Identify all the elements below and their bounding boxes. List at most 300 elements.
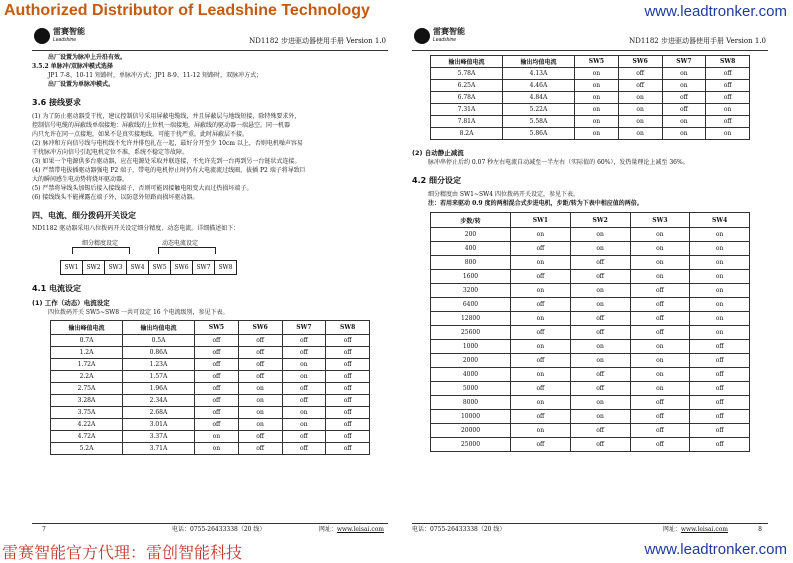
- page-footer: [412, 523, 768, 536]
- table-cell: on: [570, 396, 630, 410]
- table-cell: off: [630, 396, 690, 410]
- table-cell: off: [326, 419, 370, 431]
- table-cell: off: [570, 326, 630, 340]
- wiring-line: (1) 为了防止驱动器受干扰，建议控制信号采用屏蔽电缆线，并且屏蔽层与地线短接，除特殊要求外，: [32, 113, 301, 120]
- table-row: [431, 438, 750, 452]
- table-cell: 1.96A: [123, 383, 195, 395]
- table-header-cell: SW8: [706, 56, 750, 68]
- logo-cn-text: 雷赛智能: [53, 27, 85, 36]
- table-row: [431, 410, 750, 424]
- table-row: [51, 335, 370, 347]
- table-cell: on: [630, 228, 690, 242]
- table-cell: 5.58A: [503, 116, 575, 128]
- footer-phone: 电话：0755-26433338（20 线）: [412, 526, 506, 533]
- table-cell: off: [618, 68, 662, 80]
- table-row: [431, 382, 750, 396]
- page-header: [32, 26, 388, 51]
- table-cell: 4.72A: [51, 431, 123, 443]
- section-36-heading: 3.6 接线要求: [32, 98, 81, 107]
- table-cell: 1000: [431, 340, 511, 354]
- logo-icon: [414, 28, 430, 44]
- section-352-heading: [32, 62, 388, 71]
- table-cell: on: [618, 92, 662, 104]
- factory-setting-note: 出厂设置为脉冲上升沿有效。: [48, 54, 127, 61]
- table-cell: on: [238, 419, 282, 431]
- table-row: [51, 443, 370, 455]
- table-cell: off: [511, 410, 571, 424]
- table-cell: off: [326, 443, 370, 455]
- table-row: [51, 383, 370, 395]
- table-cell: on: [630, 340, 690, 354]
- current-table-continued: [430, 55, 750, 140]
- table-cell: off: [706, 116, 750, 128]
- table-cell: 400: [431, 242, 511, 256]
- footer-web-label: 网址：: [318, 526, 337, 533]
- current-bracket: [158, 247, 216, 254]
- distributor-banner: Authorized Distributor of Leadshine Technology: [4, 2, 370, 19]
- table-cell: off: [630, 424, 690, 438]
- switch-label: SW8: [214, 261, 236, 274]
- section-352-title: 单脉冲/双脉冲模式选择: [50, 63, 113, 70]
- logo-en-text: Leadshine: [53, 37, 77, 43]
- table-cell: off: [282, 395, 326, 407]
- table-cell: off: [238, 443, 282, 455]
- table-cell: 5.2A: [51, 443, 123, 455]
- footer-web-link[interactable]: www.leisai.com: [336, 526, 384, 533]
- table-cell: on: [575, 68, 619, 80]
- table-cell: off: [195, 347, 239, 359]
- microstep-bracket: [72, 247, 130, 254]
- table-header-cell: SW3: [630, 213, 690, 228]
- table-cell: on: [630, 368, 690, 382]
- microstep-label: 细分精度设定: [82, 240, 119, 247]
- table-cell: 2.68A: [123, 407, 195, 419]
- table-cell: on: [282, 371, 326, 383]
- subsection-2-heading: (2) 自动静止减流: [412, 149, 464, 157]
- table-cell: off: [662, 104, 706, 116]
- table-cell: 2.75A: [51, 383, 123, 395]
- table-cell: on: [570, 298, 630, 312]
- table-cell: off: [570, 438, 630, 452]
- table-cell: on: [570, 228, 630, 242]
- table-cell: 3.75A: [51, 407, 123, 419]
- table-cell: 20000: [431, 424, 511, 438]
- table-row: [431, 424, 750, 438]
- table-row: [431, 312, 750, 326]
- switch-row: [60, 260, 149, 275]
- table-cell: 0.5A: [123, 335, 195, 347]
- table-cell: off: [511, 242, 571, 256]
- table-cell: 200: [431, 228, 511, 242]
- table-row: [51, 431, 370, 443]
- table-cell: 25600: [431, 326, 511, 340]
- table-row: [431, 104, 750, 116]
- table-cell: off: [706, 80, 750, 92]
- table-cell: 7.31A: [431, 104, 503, 116]
- table-cell: 3.28A: [51, 395, 123, 407]
- table-row: [51, 419, 370, 431]
- table-cell: on: [238, 407, 282, 419]
- logo-en-text: Leadshine: [433, 37, 457, 43]
- table-cell: on: [690, 326, 750, 340]
- switch-label: SW1: [64, 264, 79, 271]
- table-cell: on: [630, 242, 690, 256]
- table-header-cell: 输出均值电流: [123, 321, 195, 335]
- table-cell: 5.22A: [503, 104, 575, 116]
- header-title: ND1182 步进驱动器使用手册 Version 1.0: [629, 37, 766, 45]
- table-cell: 5.86A: [503, 128, 575, 140]
- table-cell: 4.13A: [503, 68, 575, 80]
- table-cell: 4.46A: [503, 80, 575, 92]
- table-cell: on: [618, 104, 662, 116]
- table-cell: on: [575, 92, 619, 104]
- table-cell: 7.81A: [431, 116, 503, 128]
- table-cell: off: [570, 382, 630, 396]
- table-header-cell: 输出峰值电流: [431, 56, 503, 68]
- wiring-line: 大的瞬间感生电动势将烧坏驱动器。: [32, 176, 129, 183]
- logo-cn-text: 雷赛智能: [433, 27, 465, 36]
- wiring-requirements: [32, 112, 388, 202]
- table-cell: on: [195, 431, 239, 443]
- table-cell: off: [326, 335, 370, 347]
- footer-web-link[interactable]: www.leisai.com: [680, 526, 728, 533]
- table-cell: off: [238, 359, 282, 371]
- table-header-cell: SW4: [690, 213, 750, 228]
- table-cell: on: [511, 396, 571, 410]
- table-row: [431, 228, 750, 242]
- table-header-cell: SW1: [511, 213, 571, 228]
- table-cell: on: [630, 256, 690, 270]
- table-cell: on: [706, 128, 750, 140]
- table-cell: on: [511, 424, 571, 438]
- table-header-cell: SW2: [570, 213, 630, 228]
- table-cell: on: [630, 354, 690, 368]
- table-cell: 800: [431, 256, 511, 270]
- switch-label: SW2: [82, 261, 104, 274]
- table-row: [51, 395, 370, 407]
- table-cell: off: [282, 383, 326, 395]
- table-cell: off: [195, 359, 239, 371]
- table-cell: off: [690, 410, 750, 424]
- agent-banner: 雷赛智能官方代理：雷创智能科技: [2, 543, 243, 562]
- right-page: [412, 26, 768, 536]
- table-cell: 3.37A: [123, 431, 195, 443]
- table-cell: off: [511, 382, 571, 396]
- table-cell: on: [238, 383, 282, 395]
- table-cell: off: [282, 335, 326, 347]
- table-cell: 8000: [431, 396, 511, 410]
- table-cell: off: [238, 431, 282, 443]
- table-cell: 4.84A: [503, 92, 575, 104]
- table-cell: on: [570, 354, 630, 368]
- table-cell: on: [690, 242, 750, 256]
- table-cell: off: [511, 326, 571, 340]
- table-cell: off: [326, 371, 370, 383]
- table-header-cell: SW7: [662, 56, 706, 68]
- section-42-body: 细分精度由 SW1~SW4 四位拨码开关设定，参见下表。: [428, 191, 580, 198]
- table-cell: 1.23A: [123, 359, 195, 371]
- table-cell: on: [575, 80, 619, 92]
- table-cell: on: [630, 270, 690, 284]
- table-cell: off: [570, 270, 630, 284]
- wiring-line: (4) 严禁带电拔插驱动器强电 P2 端子，带电的电机停止时仍有大电流流过线圈，拔插 P2 端子将导致巨: [32, 167, 306, 174]
- table-row: [431, 128, 750, 140]
- table-cell: 1.57A: [123, 371, 195, 383]
- table-row: [431, 68, 750, 80]
- table-cell: off: [690, 382, 750, 396]
- table-header-cell: SW5: [195, 321, 239, 335]
- wiring-line: (5) 严禁将导线头加锡后接入接线端子，否则可能因接触电阻变大而过热损坏端子。: [32, 185, 253, 192]
- table-cell: on: [195, 443, 239, 455]
- table-header-cell: SW7: [282, 321, 326, 335]
- switch-label: SW4: [126, 261, 148, 274]
- table-cell: off: [570, 312, 630, 326]
- table-cell: off: [570, 368, 630, 382]
- footer-phone: 电话：0755-26433338（20 线）: [172, 526, 266, 533]
- wiring-line: 内只允许在同一点接地，如果不是真实接地线，可能干扰严重，此时屏蔽层不接。: [32, 131, 249, 138]
- dynamic-current-label: 动态电流设定: [162, 240, 199, 247]
- switch-label: SW5: [152, 264, 167, 271]
- page-footer: [32, 523, 388, 536]
- footer-website: [663, 524, 728, 536]
- section-4-heading: 四、电流、细分拨码开关设定: [32, 211, 136, 220]
- table-cell: 6.25A: [431, 80, 503, 92]
- section-352-number: 3.5.2: [32, 63, 49, 70]
- wiring-line: 干扰脉冲方向信号引起电机定位不准，系统不稳定等故障。: [32, 149, 189, 156]
- table-cell: off: [195, 407, 239, 419]
- table-cell: off: [630, 298, 690, 312]
- table-row: [431, 92, 750, 104]
- page-header: [412, 26, 768, 51]
- table-cell: 3.71A: [123, 443, 195, 455]
- table-cell: off: [326, 431, 370, 443]
- wiring-line: (2) 脉冲和方向信号线与电机线不允许并排包扎在一起，最好分开至少 10cm 以上，否则电机噪声容易: [32, 140, 303, 147]
- table-row: [431, 368, 750, 382]
- table-cell: on: [511, 312, 571, 326]
- table-cell: off: [195, 383, 239, 395]
- logo-icon: [34, 28, 50, 44]
- table-cell: off: [511, 438, 571, 452]
- table-cell: off: [195, 371, 239, 383]
- table-cell: on: [690, 256, 750, 270]
- table-cell: on: [690, 228, 750, 242]
- table-cell: off: [630, 284, 690, 298]
- table-header-cell: SW6: [238, 321, 282, 335]
- table-cell: on: [706, 104, 750, 116]
- table-cell: off: [238, 371, 282, 383]
- table-cell: 12800: [431, 312, 511, 326]
- table-cell: off: [690, 368, 750, 382]
- table-header-cell: 步数/转: [431, 213, 511, 228]
- table-row: [51, 407, 370, 419]
- table-header-cell: SW5: [575, 56, 619, 68]
- table-cell: 6.78A: [431, 92, 503, 104]
- table-cell: 10000: [431, 410, 511, 424]
- table-cell: on: [511, 340, 571, 354]
- table-cell: on: [618, 116, 662, 128]
- switch-label: SW3: [104, 261, 126, 274]
- table-row: [431, 340, 750, 354]
- table-cell: off: [326, 395, 370, 407]
- table-cell: off: [195, 335, 239, 347]
- left-page: [32, 26, 388, 536]
- footer-website: [319, 524, 384, 536]
- table-cell: off: [630, 410, 690, 424]
- table-cell: on: [690, 270, 750, 284]
- table-cell: 8.2A: [431, 128, 503, 140]
- table-cell: off: [282, 443, 326, 455]
- table-cell: off: [690, 424, 750, 438]
- table-row: [431, 270, 750, 284]
- table-row: [51, 347, 370, 359]
- table-cell: off: [195, 419, 239, 431]
- table-cell: off: [690, 438, 750, 452]
- table-cell: 1.2A: [51, 347, 123, 359]
- section-41-heading: 4.1 电流设定: [32, 284, 81, 293]
- table-cell: on: [511, 228, 571, 242]
- table-cell: 3.01A: [123, 419, 195, 431]
- table-cell: off: [630, 312, 690, 326]
- switch-row: [148, 260, 237, 275]
- table-cell: off: [662, 92, 706, 104]
- subsection-1-body: 四位拨码开关 SW5~SW8 一共可设定 16 个电流级别，参见下表。: [48, 309, 229, 316]
- table-cell: off: [511, 270, 571, 284]
- table-cell: 0.86A: [123, 347, 195, 359]
- table-cell: off: [706, 68, 750, 80]
- table-cell: on: [662, 116, 706, 128]
- table-cell: on: [690, 312, 750, 326]
- top-website-url[interactable]: www.leadtronker.com: [644, 3, 787, 20]
- table-cell: off: [282, 347, 326, 359]
- table-cell: on: [282, 419, 326, 431]
- table-cell: off: [326, 407, 370, 419]
- table-cell: on: [282, 407, 326, 419]
- dip-switch-diagram: [32, 236, 388, 280]
- table-row: [431, 284, 750, 298]
- table-header-cell: 输出峰值电流: [51, 321, 123, 335]
- table-cell: 2000: [431, 354, 511, 368]
- section-352-body: JP1 7-8、10-11 短路时，单脉冲方式；JP1 8-9、11-12 短路时，双脉冲方式；: [48, 72, 263, 79]
- table-cell: 4.22A: [51, 419, 123, 431]
- table-cell: on: [570, 242, 630, 256]
- wiring-line: (3) 如果一个电源供多台驱动器，应在电源处采取并联连接，不允许先到一台再到另一台链状式连接。: [32, 158, 301, 165]
- table-cell: off: [618, 80, 662, 92]
- table-cell: off: [570, 424, 630, 438]
- table-cell: on: [575, 104, 619, 116]
- table-cell: on: [238, 395, 282, 407]
- table-cell: on: [575, 128, 619, 140]
- table-cell: off: [690, 396, 750, 410]
- wiring-line: (6) 接线线头不能裸露在端子外，以防意外短路而损坏驱动器。: [32, 194, 199, 201]
- table-cell: on: [570, 410, 630, 424]
- table-row: [431, 298, 750, 312]
- microstep-table: [430, 212, 750, 452]
- table-row: [431, 326, 750, 340]
- table-header-cell: 输出均值电流: [503, 56, 575, 68]
- table-cell: 4000: [431, 368, 511, 382]
- table-cell: on: [570, 284, 630, 298]
- table-cell: 2.34A: [123, 395, 195, 407]
- table-row: [431, 256, 750, 270]
- table-cell: 5000: [431, 382, 511, 396]
- table-cell: off: [630, 438, 690, 452]
- subsection-1-heading: (1) 工作（动态）电流设定: [32, 299, 110, 307]
- table-cell: on: [618, 128, 662, 140]
- table-cell: off: [690, 340, 750, 354]
- table-row: [51, 359, 370, 371]
- table-cell: off: [238, 335, 282, 347]
- footer-web-label: 网址：: [662, 526, 681, 533]
- table-row: [431, 80, 750, 92]
- leadshine-logo: [34, 28, 85, 44]
- table-cell: off: [282, 431, 326, 443]
- table-cell: off: [706, 92, 750, 104]
- table-cell: off: [511, 298, 571, 312]
- table-cell: on: [282, 359, 326, 371]
- table-cell: on: [662, 80, 706, 92]
- table-cell: 1600: [431, 270, 511, 284]
- table-cell: on: [575, 116, 619, 128]
- table-cell: 0.7A: [51, 335, 123, 347]
- table-cell: off: [511, 354, 571, 368]
- page-number: 7: [42, 526, 46, 533]
- section-42-note: 注：若用来驱动 0.9 度的两相混合式步进电机，步距/转为下表中相应值的两倍。: [428, 200, 643, 207]
- table-cell: on: [511, 284, 571, 298]
- table-row: [51, 371, 370, 383]
- table-cell: 2.2A: [51, 371, 123, 383]
- current-table: [50, 320, 370, 455]
- table-header-cell: SW8: [326, 321, 370, 335]
- table-cell: off: [630, 326, 690, 340]
- table-cell: on: [690, 284, 750, 298]
- bottom-website-url[interactable]: www.leadtronker.com: [644, 541, 787, 558]
- table-cell: on: [630, 382, 690, 396]
- table-cell: 6400: [431, 298, 511, 312]
- subsection-2-body: 脉冲串停止后约 0.07 秒左右电流自动减至一半左右（实际值的 60%），发热量理论上减至 36%。: [428, 159, 689, 166]
- switch-label: SW6: [170, 261, 192, 274]
- table-cell: 25000: [431, 438, 511, 452]
- table-row: [431, 116, 750, 128]
- table-row: [431, 242, 750, 256]
- table-cell: off: [326, 383, 370, 395]
- table-cell: off: [690, 354, 750, 368]
- table-cell: on: [570, 340, 630, 354]
- header-title: ND1182 步进驱动器使用手册 Version 1.0: [249, 37, 386, 45]
- table-cell: off: [195, 395, 239, 407]
- leadshine-logo: [414, 28, 465, 44]
- table-cell: on: [690, 298, 750, 312]
- table-cell: off: [326, 347, 370, 359]
- section-42-heading: 4.2 细分设定: [412, 176, 461, 185]
- table-cell: 5.78A: [431, 68, 503, 80]
- table-row: [431, 396, 750, 410]
- table-cell: off: [238, 347, 282, 359]
- table-cell: off: [326, 359, 370, 371]
- section-4-body: ND1182 驱动器采用八位拨码开关设定细分精度、动态电流。详细描述如下：: [32, 225, 240, 232]
- switch-label: SW7: [192, 261, 214, 274]
- table-cell: off: [570, 256, 630, 270]
- table-row: [431, 354, 750, 368]
- table-cell: 1.72A: [51, 359, 123, 371]
- table-cell: on: [511, 256, 571, 270]
- page-number: 8: [758, 526, 762, 533]
- table-cell: on: [662, 68, 706, 80]
- table-cell: on: [662, 128, 706, 140]
- table-header-cell: SW6: [618, 56, 662, 68]
- table-cell: 3200: [431, 284, 511, 298]
- table-cell: on: [511, 368, 571, 382]
- factory-setting-note-2: 出厂设置为单脉冲模式。: [48, 81, 115, 88]
